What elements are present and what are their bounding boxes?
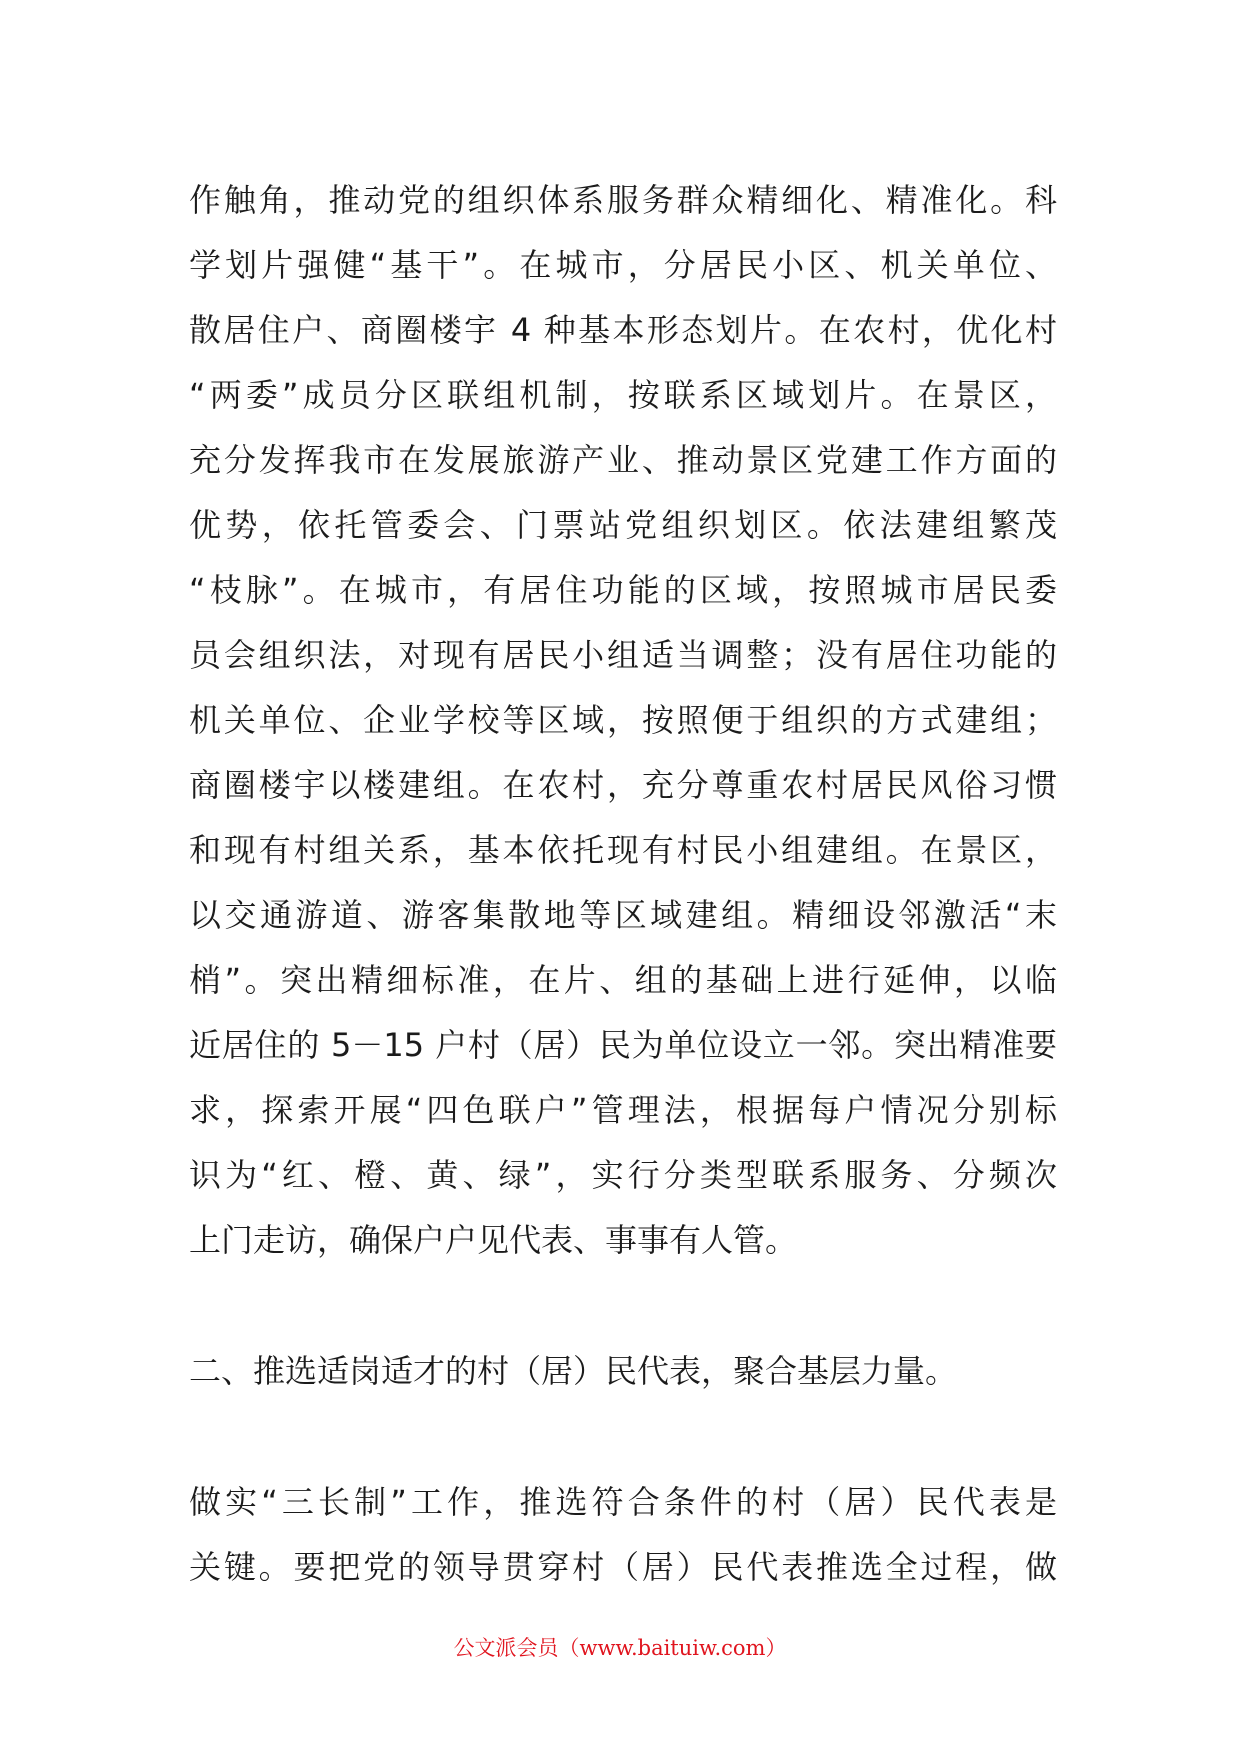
- paragraph-line: 充分发挥我市在发展旅游产业、推动景区党建工作方面的: [189, 441, 1057, 479]
- paragraph-line: 识为“红、橙、黄、绿”，实行分类型联系服务、分频次: [189, 1156, 1057, 1194]
- paragraph-line: 求，探索开展“四色联户”管理法，根据每户情况分别标: [189, 1091, 1057, 1129]
- paragraph-line: 散居住户、商圈楼宇 4 种基本形态划片。在农村，优化村: [189, 311, 1057, 349]
- footer-watermark: 公文派会员（www.baituiw.com）: [453, 1636, 787, 1660]
- section-heading: [189, 1339, 1057, 1404]
- paragraph-line: 员会组织法，对现有居民小组适当调整；没有居住功能的: [189, 636, 1057, 674]
- paragraph-line: 以交通游道、游客集散地等区域建组。精细设邻激活“末: [189, 896, 1057, 934]
- paragraph-line: 机关单位、企业学校等区域，按照便于组织的方式建组；: [189, 701, 1057, 739]
- paragraph-line: “枝脉”。在城市，有居住功能的区域，按照城市居民委: [189, 571, 1057, 609]
- paragraph-line: 做实“三长制”工作，推选符合条件的村（居）民代表是: [189, 1483, 1057, 1521]
- body-paragraph-2: [189, 1470, 1057, 1600]
- paragraph-line: 商圈楼宇以楼建组。在农村，充分尊重农村居民风俗习惯: [189, 766, 1057, 804]
- section-heading-text: 二、推选适岗适才的村（居）民代表，聚合基层力量。: [189, 1352, 958, 1390]
- paragraph-line: “两委”成员分区联组机制，按联系区域划片。在景区，: [189, 376, 1057, 414]
- paragraph-line: 作触角，推动党的组织体系服务群众精细化、精准化。科: [189, 181, 1057, 219]
- paragraph-line: 学划片强健“基干”。在城市，分居民小区、机关单位、: [189, 246, 1057, 284]
- paragraph-line: 上门走访，确保户户见代表、事事有人管。: [189, 1221, 798, 1259]
- paragraph-line: 关键。要把党的领导贯穿村（居）民代表推选全过程，做: [189, 1548, 1057, 1586]
- paragraph-line: 和现有村组关系，基本依托现有村民小组建组。在景区，: [189, 831, 1057, 869]
- paragraph-line: 梢”。突出精细标准，在片、组的基础上进行延伸，以临: [189, 961, 1057, 999]
- paragraph-line: 优势，依托管委会、门票站党组织划区。依法建组繁茂: [189, 506, 1057, 544]
- body-paragraph-1: [189, 168, 1057, 1273]
- paragraph-line: 近居住的 5－15 户村（居）民为单位设立一邻。突出精准要: [189, 1026, 1057, 1064]
